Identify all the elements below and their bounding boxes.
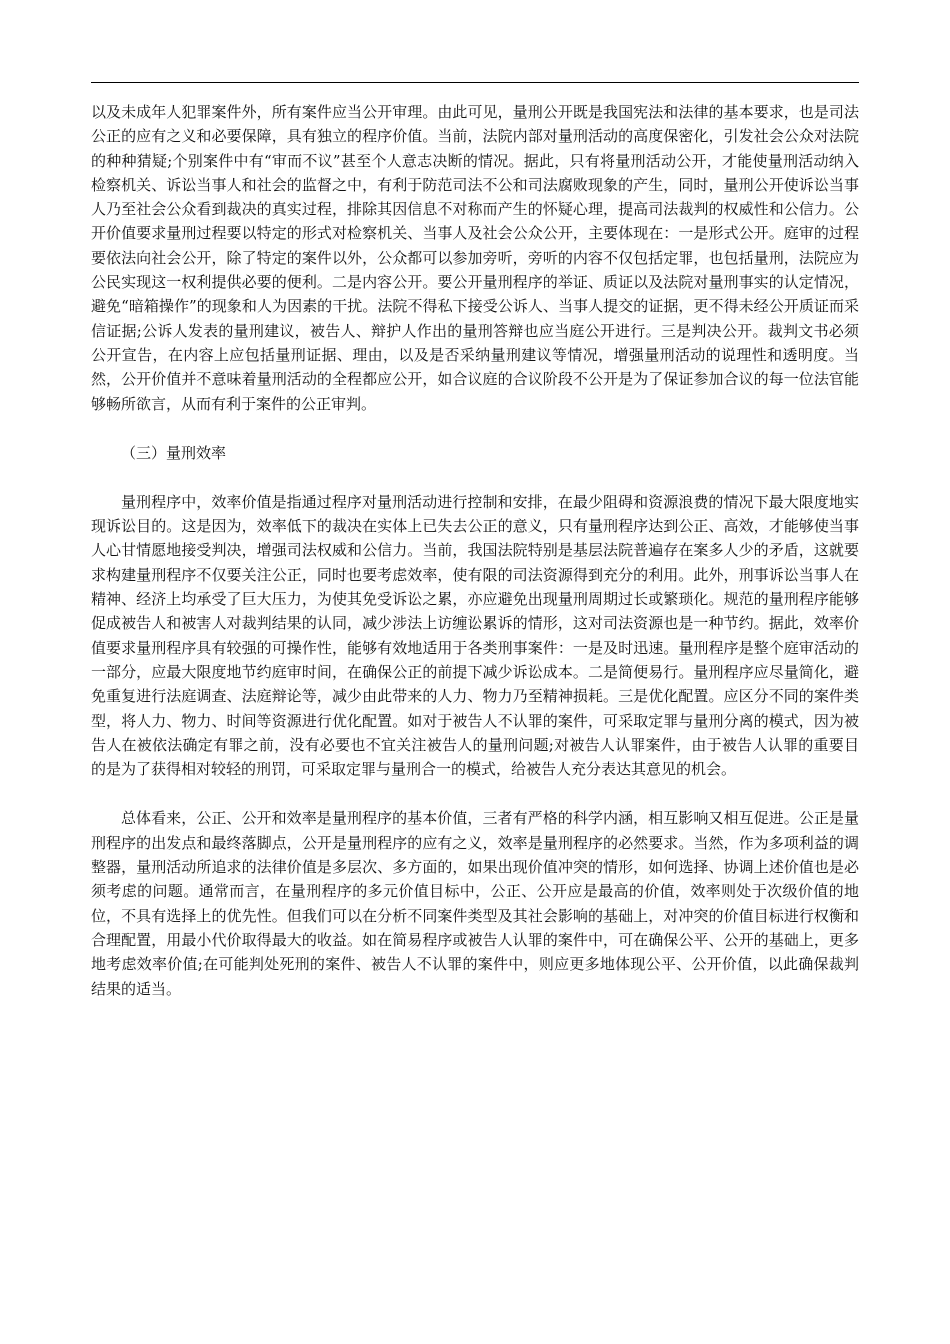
header-rule: [91, 82, 859, 83]
document-body: [91, 100, 859, 1001]
section-heading-efficiency: （三）量刑效率: [121, 443, 227, 462]
paragraph-efficiency-value: 量刑程序中，效率价值是指通过程序对量刑活动进行控制和安排，在最少阻碍和资源浪费的情况下最大限度地实现诉讼目的。这是因为，效率低下的裁决在实体上已失去公正的意义，只有量刑程序达到公正、高效，才能够使当事人心甘情愿地接受判决，增强司法权威和公信力。当前，我国法院特别是基层法院普遍存在案多人少的矛盾，这就要求构建量刑程序不仅要关注公正，同时也要考虑效率，使有限的司法资源得到充分的利用。此外，刑事诉讼当事人在精神、经济上均承受了巨大压力，为使其免受诉讼之累，亦应避免出现量刑周期过长或繁琐化。规范的量刑程序能够促成被告人和被害人对裁判结果的认同，减少涉法上访缠讼累诉的情形，这对司法资源也是一种节约。据此，效率价值要求量刑程序具有较强的可操作性，能够有效地适用于各类刑事案件：一是及时迅速。量刑程序是整个庭审活动的一部分，应最大限度地节约庭审时间，在确保公正的前提下减少诉讼成本。二是简便易行。量刑程序应尽量简化，避免重复进行法庭调查、法庭辩论等，减少由此带来的人力、物力乃至精神损耗。三是优化配置。应区分不同的案件类型，将人力、物力、时间等资源进行优化配置。如对于被告人不认罪的案件，可采取定罪与量刑分离的模式，因为被告人在被依法确定有罪之前，没有必要也不宜关注被告人的量刑问题;对被告人认罪案件，由于被告人认罪的重要目的是为了获得相对较轻的刑罚，可采取定罪与量刑合一的模式，给被告人充分表达其意见的机会。: [91, 492, 859, 779]
paragraph-public-sentencing: 以及未成年人犯罪案件外，所有案件应当公开审理。由此可见，量刑公开既是我国宪法和法律的基本要求，也是司法公正的应有之义和必要保障，具有独立的程序价值。当前，法院内部对量刑活动的高度保密化，引发社会公众对法院的种种猜疑;个别案件中有“审而不议”甚至个人意志决断的情况。据此，只有将量刑活动公开，才能使量刑活动纳入检察机关、诉讼当事人和社会的监督之中，有利于防范司法不公和司法腐败现象的产生，同时，量刑公开使诉讼当事人乃至社会公众看到裁决的真实过程，排除其因信息不对称而产生的怀疑心理，提高司法裁判的权威性和公信力。公开价值要求量刑过程要以特定的形式对检察机关、当事人及社会公众公开，主要体现在：一是形式公开。庭审的过程要依法向社会公开，除了特定的案件以外，公众都可以参加旁听，旁听的内容不仅包括定罪，也包括量刑，法院应为公民实现这一权利提供必要的便利。二是内容公开。要公开量刑程序的举证、质证以及法院对量刑事实的认定情况，避免“暗箱操作”的现象和人为因素的干扰。法院不得私下接受公诉人、当事人提交的证据，更不得未经公开质证而采信证据;公诉人发表的量刑建议，被告人、辩护人作出的量刑答辩也应当庭公开进行。三是判决公开。裁判文书必须公开宣告，在内容上应包括量刑证据、理由，以及是否采纳量刑建议等情况，增强量刑活动的说理性和透明度。当然，公开价值并不意味着量刑活动的全程都应公开，如合议庭的合议阶段不公开是为了保证参加合议的每一位法官能够畅所欲言，从而有利于案件的公正审判。: [91, 103, 859, 413]
paragraph-summary: 总体看来，公正、公开和效率是量刑程序的基本价值，三者有严格的科学内涵，相互影响又相互促进。公正是量刑程序的出发点和最终落脚点，公开是量刑程序的应有之义，效率是量刑程序的必然要求。当然，作为多项利益的调整器，量刑活动所追求的法律价值是多层次、多方面的，如果出现价值冲突的情形，如何选择、协调上述价值也是必须考虑的问题。通常而言，在量刑程序的多元价值目标中，公正、公开应是最高的价值，效率则处于次级价值的地位，不具有选择上的优先性。但我们可以在分析不同案件类型及其社会影响的基础上，对冲突的价值目标进行权衡和合理配置，用最小代价取得最大的收益。如在简易程序或被告人认罪的案件中，可在确保公平、公开的基础上，更多地考虑效率价值;在可能判处死刑的案件、被告人不认罪的案件中，则应更多地体现公平、公开价值，以此确保裁判结果的适当。: [91, 809, 859, 998]
